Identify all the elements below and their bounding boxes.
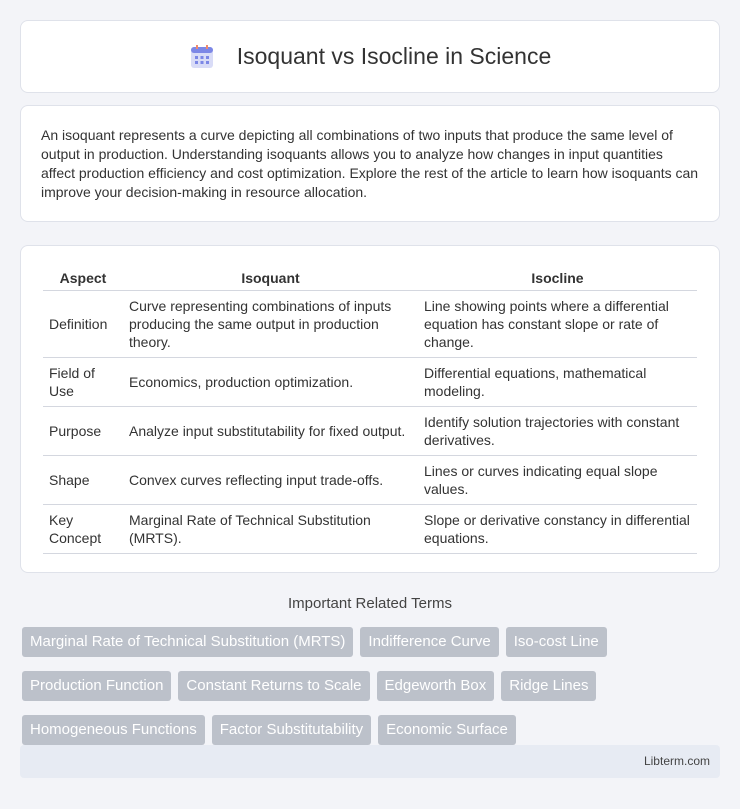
cell-isocline: Lines or curves indicating equal slope values. (418, 456, 697, 505)
intro-card (20, 105, 720, 222)
related-term-tag[interactable]: Indifference Curve (360, 627, 498, 657)
cell-isocline: Identify solution trajectories with constant derivatives. (418, 407, 697, 456)
related-term-tag[interactable]: Production Function (22, 671, 171, 701)
comparison-table-card (20, 245, 720, 573)
related-term-tag[interactable]: Factor Substitutability (212, 715, 371, 745)
related-term-tag[interactable]: Marginal Rate of Technical Substitution (MRTS) (22, 627, 353, 657)
footer (20, 745, 720, 778)
comparison-table (43, 266, 697, 554)
cell-aspect: Purpose (43, 407, 123, 456)
cell-isocline: Line showing points where a differential equation has constant slope or rate of change. (418, 291, 697, 358)
table-row (43, 358, 697, 407)
related-terms-title: Important Related Terms (288, 595, 452, 612)
related-term-tag[interactable]: Economic Surface (378, 715, 516, 745)
related-term-tag[interactable]: Homogeneous Functions (22, 715, 205, 745)
table-row (43, 407, 697, 456)
intro-paragraph: An isoquant represents a curve depicting all combinations of two inputs that produce the same level of output in production. Understanding isoquants allows you to analyze how changes in input quantities affect production efficiency and cost optimization. Explore the rest of the article to learn how isoquants can improve your decision-making in resource allocation. (41, 127, 699, 200)
cell-aspect: Field of Use (43, 358, 123, 407)
related-term-tag[interactable]: Ridge Lines (501, 671, 596, 701)
table-row (43, 456, 697, 505)
calendar-grid-icon (189, 44, 215, 70)
cell-isoquant: Convex curves reflecting input trade-offs. (123, 456, 418, 505)
header-isocline: Isocline (418, 266, 697, 291)
related-term-tag[interactable]: Edgeworth Box (377, 671, 495, 701)
header-aspect: Aspect (43, 266, 123, 291)
cell-isocline: Slope or derivative constancy in differential equations. (418, 505, 697, 554)
cell-isoquant: Analyze input substitutability for fixed output. (123, 407, 418, 456)
cell-aspect: Definition (43, 291, 123, 358)
table-row (43, 505, 697, 554)
title-card (20, 20, 720, 93)
header-isoquant: Isoquant (123, 266, 418, 291)
page-title: Isoquant vs Isocline in Science (236, 43, 552, 69)
table-header-row (43, 266, 697, 291)
cell-isoquant: Curve representing combinations of inputs producing the same output in production theory. (123, 291, 418, 358)
related-term-tag[interactable]: Iso-cost Line (506, 627, 607, 657)
related-terms-list (22, 627, 722, 752)
related-term-tag[interactable]: Constant Returns to Scale (178, 671, 369, 701)
cell-isoquant: Economics, production optimization. (123, 358, 418, 407)
table-row (43, 291, 697, 358)
cell-isoquant: Marginal Rate of Technical Substitution (MRTS). (123, 505, 418, 554)
cell-aspect: Key Concept (43, 505, 123, 554)
cell-aspect: Shape (43, 456, 123, 505)
cell-isocline: Differential equations, mathematical modeling. (418, 358, 697, 407)
footer-site-link[interactable]: Libterm.com (643, 754, 710, 768)
